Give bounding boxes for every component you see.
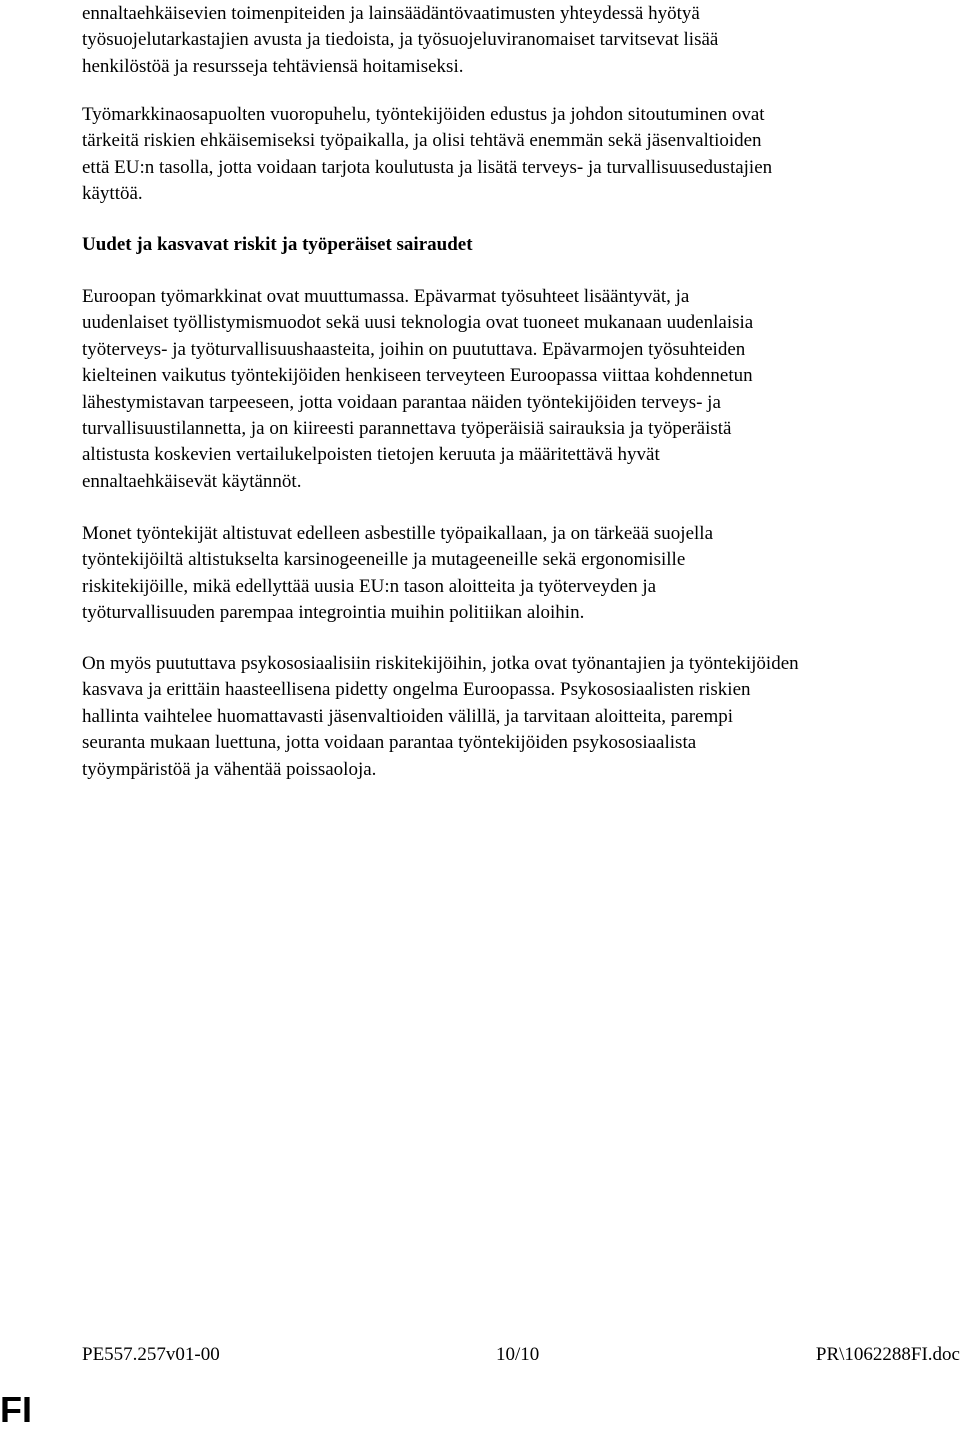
paragraph-social-dialogue: Työmarkkinaosapuolten vuoropuhelu, työntekijöiden edustus ja johdon sitoutuminen ovat tärkeitä riskien ehkäisemiseksi työpaikalla, ja olisi tehtävä enemmän sekä jäsenvaltioiden että EU:n tasolla, jotta voidaan tarjota koulutusta ja lisätä terveys- ja turvallisuusedustajien käyttöä. bbox=[82, 104, 773, 205]
paragraph-continuation: ennaltaehkäisevien toimenpiteiden ja lainsäädäntövaatimusten yhteydessä hyötyä työsuojelutarkastajien avusta ja tiedoista, ja työsuojeluviranomaiset tarvitsevat lisää henkilöstöä ja resursseja tehtäviensä hoitamiseksi. bbox=[82, 3, 719, 77]
paragraph-asbestos: Monet työntekijät altistuvat edelleen asbestille työpaikallaan, ja on tärkeää suojella työntekijöiltä altistukselta karsinogeeneille ja mutageeneille sekä ergonomisille riskitekijöille, mikä edellyttää uusia EU:n tason aloitteita ja työterveyden ja työturvallisuuden parempaa integrointia muihin politiikan aloihin. bbox=[82, 523, 714, 624]
paragraph-psychosocial: On myös puututtava psykososiaalisiin riskitekijöihin, jotka ovat työnantajien ja työntekijöiden kasvava ja erittäin haasteellisena pidetty ongelma Euroopassa. Psykososiaalisten riskien hallinta vaihtelee huomattavasti jäsenvaltioiden välillä, ja tarvitaan aloitteita, parempi seuranta mukaan luettuna, jotta voidaan parantaa työntekijöiden psykososiaalista työympäristöä ja vähentää poissaoloja. bbox=[82, 653, 799, 780]
footer-file-ref: PR\1062288FI.doc bbox=[815, 1344, 960, 1365]
footer-page-number: 10/10 bbox=[496, 1344, 540, 1365]
section-heading: Uudet ja kasvavat riskit ja työperäiset sairaudet bbox=[82, 234, 473, 255]
paragraph-labour-market: Euroopan työmarkkinat ovat muuttumassa. Epävarmat työsuhteet lisääntyvät, ja uudenlaiset työllistymismuodot sekä uusi teknologia ovat tuoneet mukanaan uudenlaisia työterveys- ja työturvallisuushaasteita, joihin on puututtava. Epävarmojen työsuhteiden kielteinen vaikutus työntekijöiden henkiseen terveyteen Euroopassa viittaa kohdennetun lähestymistavan tarpeeseen, jotta voidaan parantaa näiden työntekijöiden terveys- ja turvallisuustilannetta, ja on kiireesti parannettava työperäisiä sairauksia ja työperäistä altistusta koskevien vertailukelpoisten tietojen keruuta ja määritettävä hyvät ennaltaehkäisevät käytännöt. bbox=[82, 286, 754, 492]
page-footer bbox=[82, 1341, 960, 1369]
footer-doc-ref: PE557.257v01-00 bbox=[82, 1344, 220, 1365]
language-code: FI bbox=[0, 1389, 32, 1430]
